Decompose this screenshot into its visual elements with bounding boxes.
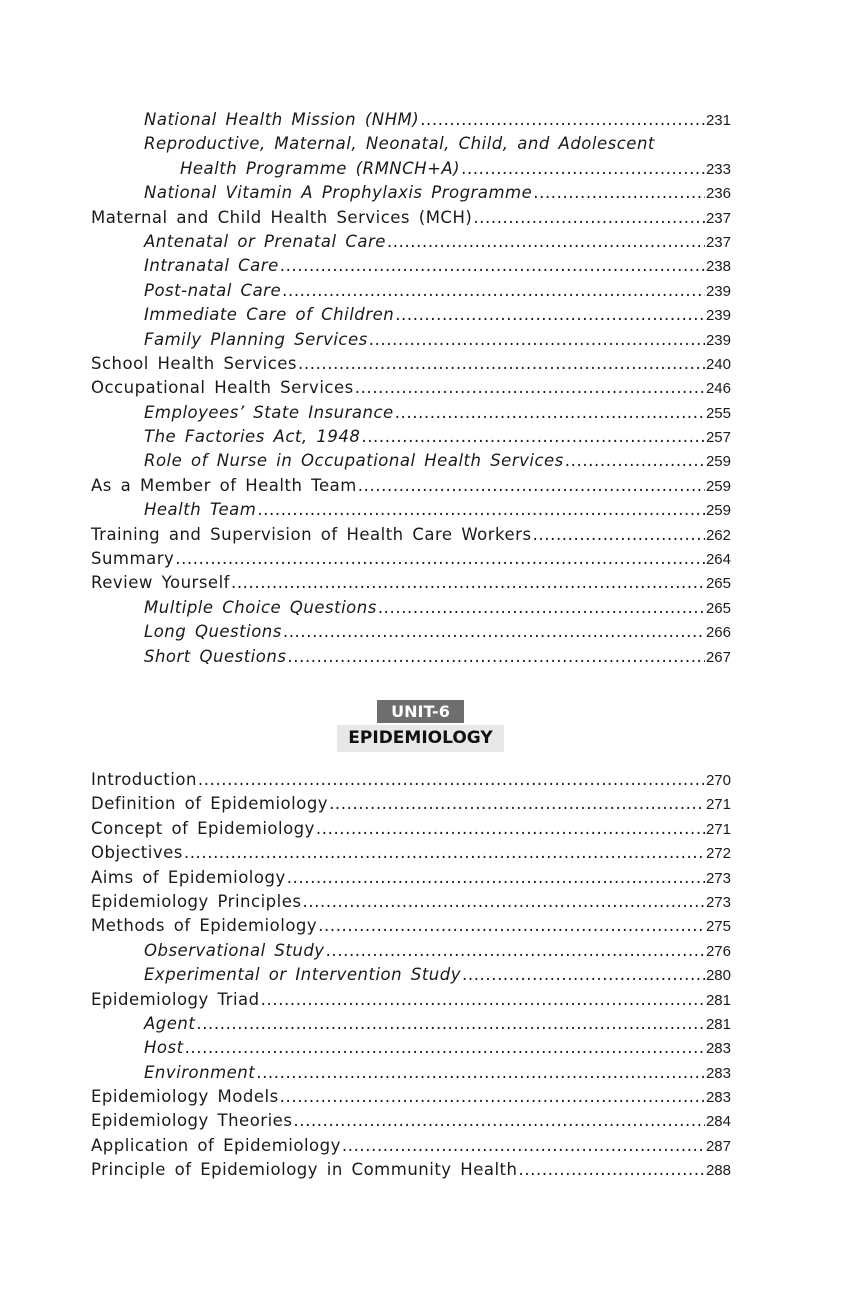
dot-leader [293,1109,705,1133]
toc-entry-title: Epidemiology Models [91,1087,279,1107]
toc-entry [91,254,731,278]
toc-entry-page-number: 265 [705,599,731,617]
dot-leader [184,841,705,865]
unit-heading [0,700,841,752]
toc-entry [91,474,731,498]
toc-entry-page-number: 283 [705,1064,731,1082]
dot-leader [361,425,705,449]
dot-leader [369,328,705,352]
toc-entry-title: Family Planning Services [144,329,368,349]
toc-entry-title: Role of Nurse in Occupational Health Services [144,451,564,471]
toc-entry-page-number: 281 [705,1015,731,1033]
dot-leader [358,474,705,498]
dot-leader [329,792,705,816]
toc-entry-title: Health Programme (RMNCH+A) [180,158,461,178]
toc-entry-title: Observational Study [144,940,325,960]
toc-entry-page-number: 237 [705,209,731,227]
dot-leader [280,254,705,278]
toc-entry-page-number: 233 [705,160,731,178]
toc-entry-page-number: 239 [705,307,731,325]
toc-entry [91,425,731,449]
toc-entry-page-number: 271 [705,796,731,814]
toc-entry [91,963,731,987]
dot-leader [261,988,705,1012]
toc-entry-title: Multiple Choice Questions [144,597,377,617]
dot-leader [395,303,705,327]
toc-entry [91,1109,731,1133]
dot-leader [185,1036,705,1060]
toc-entry-page-number: 238 [705,258,731,276]
toc-entry-page-number: 239 [705,282,731,300]
unit-title: EPIDEMIOLOGY [337,725,503,752]
toc-entry-page-number: 259 [705,502,731,520]
toc-entry-title: The Factories Act, 1948 [144,427,361,447]
toc-entry-page-number: 237 [705,233,731,251]
toc-entry-page-number: 236 [705,185,731,203]
toc-entry [91,303,731,327]
toc-entry-page-number: 271 [705,820,731,838]
toc-entry [91,1134,731,1158]
toc-entry-page-number: 283 [705,1089,731,1107]
dot-leader [287,645,705,669]
toc-entry-page-number: 265 [705,575,731,593]
toc-entry-page-number: 276 [705,942,731,960]
toc-entry-title: Principle of Epidemiology in Community Health [91,1160,518,1180]
dot-leader [326,939,705,963]
toc-entry [91,620,731,644]
toc-entry-page-number: 257 [705,429,731,447]
toc-entry-page-number: 231 [705,112,731,129]
toc-entry [91,523,731,547]
toc-entry-title: Summary [91,549,175,569]
dot-leader [533,523,705,547]
dot-leader [257,498,705,522]
toc-entry-page-number: 240 [705,355,731,373]
toc-entry-title: Long Questions [144,622,282,642]
toc-entry [91,841,731,865]
toc-entry-title: Aims of Epidemiology [91,867,286,887]
toc-entry-title: Training and Supervision of Health Care Workers [91,524,532,544]
toc-entry-page-number: 270 [705,772,731,789]
toc-entry-title: Definition of Epidemiology [91,794,329,814]
toc-entry-title: Methods of Epidemiology [91,916,318,936]
toc-entry [91,768,731,792]
toc-entry-title: Application of Epidemiology [91,1135,341,1155]
dot-leader [283,620,705,644]
dot-leader [256,1061,705,1085]
toc-entry-page-number: 239 [705,331,731,349]
unit-number-badge: UNIT-6 [377,700,464,723]
dot-leader [461,157,705,181]
dot-leader [282,279,705,303]
dot-leader [342,1134,705,1158]
toc-entry [91,1061,731,1085]
toc-entry [91,108,731,132]
dot-leader [533,181,705,205]
toc-entry-page-number: 273 [705,893,731,911]
toc-entry-page-number: 287 [705,1137,731,1155]
toc-entry-title: Environment [144,1062,256,1082]
toc-entry-title: Concept of Epidemiology [91,818,315,838]
toc-entry-title: Epidemiology Triad [91,989,260,1009]
toc-entry-title: Post-natal Care [144,280,282,300]
dot-leader [196,1012,705,1036]
toc-entry-page-number: 259 [705,453,731,471]
toc-entry [91,890,731,914]
toc-entry-page-number: 266 [705,624,731,642]
toc-entry-page-number: 275 [705,918,731,936]
toc-entry-title: Host [144,1038,184,1058]
toc-entry [91,328,731,352]
toc-entry-title: As a Member of Health Team [91,475,357,495]
dot-leader [198,768,705,792]
toc-entry-title: Epidemiology Principles [91,891,302,911]
dot-leader [302,890,704,914]
toc-entry-page-number: 281 [705,991,731,1009]
dot-leader [462,963,705,987]
toc-entry-page-number: 246 [705,380,731,398]
dot-leader [231,571,705,595]
dot-leader [420,108,705,132]
toc-entry-title: Immediate Care of Children [144,305,395,325]
toc-entry [91,181,731,205]
dot-leader [565,449,705,473]
toc-entry [91,132,731,156]
toc-entry [91,401,731,425]
toc-entry-title: Occupational Health Services [91,378,354,398]
toc-entry-page-number: 273 [705,869,731,887]
dot-leader [473,206,705,230]
toc-entry [91,914,731,938]
toc-section-unit5-tail [91,108,731,669]
dot-leader [395,401,705,425]
toc-entry-title: School Health Services [91,353,298,373]
toc-entry [91,817,731,841]
toc-entry-page-number: 288 [705,1162,731,1180]
toc-entry [91,279,731,303]
toc-entry [91,547,731,571]
toc-entry-title: Antenatal or Prenatal Care [144,231,386,251]
toc-entry [91,792,731,816]
toc-entry-title: Maternal and Child Health Services (MCH) [91,207,473,227]
toc-entry-page-number: 284 [705,1113,731,1131]
toc-entry-title: Intranatal Care [144,256,279,276]
dot-leader [287,866,705,890]
toc-entry [91,866,731,890]
dot-leader [518,1158,704,1182]
toc-entry [91,1085,731,1109]
toc-entry [91,596,731,620]
toc-entry-title: Health Team [144,500,257,520]
toc-entry-page-number: 272 [705,845,731,863]
toc-entry-title: Introduction [91,770,197,789]
toc-entry-page-number: 255 [705,404,731,422]
toc-entry [91,1036,731,1060]
toc-entry [91,230,731,254]
toc-entry [91,206,731,230]
dot-leader [387,230,705,254]
toc-entry-title: National Vitamin A Prophylaxis Programme [144,183,533,203]
toc-entry-title: Experimental or Intervention Study [144,965,461,985]
toc-entry-title: Short Questions [144,646,287,666]
toc-entry [91,498,731,522]
toc-entry-title: Reproductive, Maternal, Neonatal, Child, and Adolescent [144,134,655,154]
toc-entry [91,645,731,669]
toc-entry [91,449,731,473]
toc-entry-page-number: 280 [705,967,731,985]
toc-entry-title: Agent [144,1013,196,1033]
toc-entry [91,376,731,400]
toc-entry [91,352,731,376]
toc-entry-title: Review Yourself [91,573,230,593]
toc-entry [91,571,731,595]
dot-leader [318,914,705,938]
toc-entry-page-number: 283 [705,1040,731,1058]
dot-leader [298,352,705,376]
toc-entry-page-number: 259 [705,477,731,495]
dot-leader [378,596,705,620]
toc-entry [91,939,731,963]
toc-entry-page-number: 267 [705,648,731,666]
toc-entry [91,1158,731,1182]
toc-entry-title: Employees’ State Insurance [144,402,394,422]
dot-leader [175,547,705,571]
toc-entry-title: Epidemiology Theories [91,1111,293,1131]
toc-entry [91,157,731,181]
dot-leader [280,1085,705,1109]
toc-entry-title: Objectives [91,843,183,863]
toc-entry-title: National Health Mission (NHM) [144,110,420,129]
toc-entry-page-number: 264 [705,551,731,569]
toc-entry-page-number: 262 [705,526,731,544]
dot-leader [316,817,705,841]
toc-entry [91,1012,731,1036]
toc-section-unit6 [91,768,731,1183]
toc-entry [91,988,731,1012]
dot-leader [355,376,705,400]
